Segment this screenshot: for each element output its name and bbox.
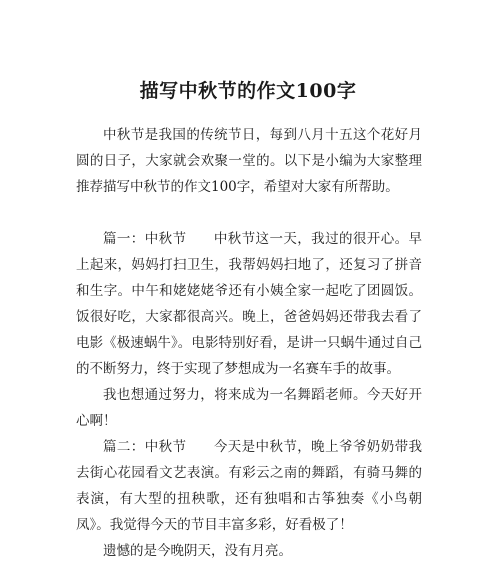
- document-body: [76, 122, 422, 564]
- essay2-paragraph: [76, 434, 422, 538]
- essay1-followup-paragraph: 我也想通过努力，将来成为一名舞蹈老师。今天好开心啊！: [76, 387, 422, 429]
- essay2-heading: 篇二：中秋节: [103, 439, 187, 455]
- document-title: 描写中秋节的作文100字: [139, 80, 357, 102]
- essay2-followup-paragraph: 遗憾的是今晚阴天，没有月亮。: [103, 543, 292, 559]
- essay2-text: 今天是中秋节，晚上爷爷奶奶带我去街心花园看文艺表演。有彩云之南的舞蹈，有骑马舞的表演，有大型的扭秧歌，还有独唱和古筝独奏《小鸟朝凤》。我觉得今天的节目丰富多彩，好看极了！: [76, 439, 423, 533]
- essay1-text: 中秋节这一天，我过的很开心。早上起来，妈妈打扫卫生，我帮妈妈扫地了，还复习了拼音和生字。中午和姥姥姥爷还有小姨全家一起吃了团圆饭。饭很好吃，大家都很高兴。晚上，爸爸妈妈还带我去看了电影《极速蜗牛》。电影特别好看，是讲一只蜗牛通过自己的不断努力，终于实现了梦想成为一名赛车手的故事。: [76, 231, 423, 377]
- essay1-paragraph: [76, 226, 422, 382]
- intro-paragraph: 中秋节是我国的传统节日，每到八月十五这个花好月圆的日子，大家就会欢聚一堂的。以下是小编为大家整理推荐描写中秋节的作文100字，希望对大家有所帮助。: [76, 127, 422, 195]
- essay1-heading: 篇一：中秋节: [103, 231, 187, 247]
